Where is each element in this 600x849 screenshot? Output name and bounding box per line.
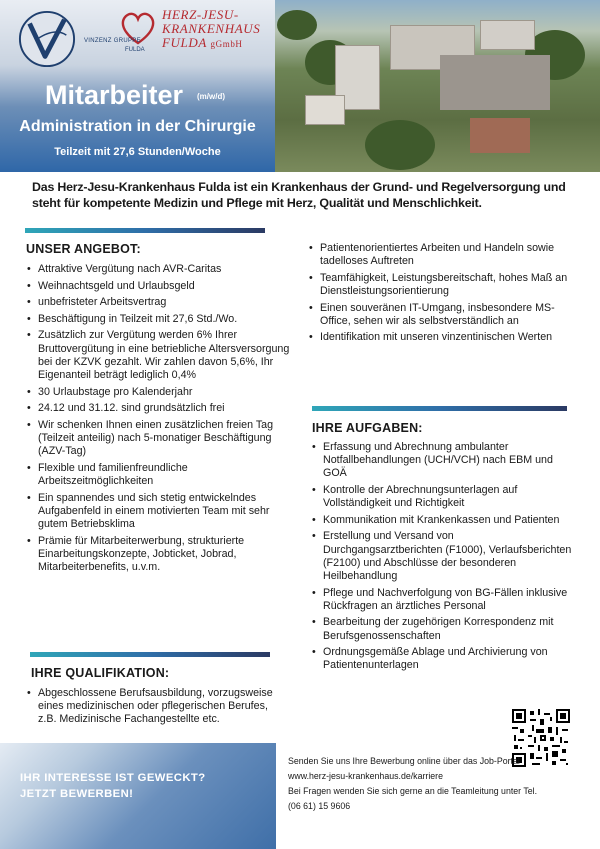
- list-item: • 24.12 und 31.12. sind grundsätzlich frei: [27, 402, 292, 415]
- list-item: • Abgeschlossene Berufsausbildung, vorzugsweise eines medizinischen oder pflegerischen Berufes, z.B. Medizinische Fachangestellte etc.: [27, 687, 282, 727]
- list-item: • Patientenorientiertes Arbeiten und Handeln sowie tadelloses Auftreten: [309, 242, 574, 268]
- list-item: • Flexible und familienfreundliche Arbeitszeitmöglichkeiten: [27, 462, 292, 488]
- intro-text: Das Herz-Jesu-Krankenhaus Fulda ist ein Krankenhaus der Grund- und Regelversorgung und steht für kompetente Medizin und Pflege mit Herz, Qualität und Menschlichkeit.: [32, 180, 566, 210]
- vinzenz-gruppe-text: VINZENZ GRUPPE: [84, 38, 141, 44]
- tasks-list: [312, 441, 574, 676]
- offer-heading: UNSER ANGEBOT:: [26, 242, 141, 256]
- list-item: • Erfassung und Abrechnung ambulanter Notfallbehandlungen (UCH/VCH) nach EBM und GOÄ: [312, 441, 574, 481]
- list-item: • Kommunikation mit Krankenkassen und Patienten: [312, 514, 574, 527]
- qualification-heading: IHRE QUALIFIKATION:: [31, 666, 170, 680]
- job-position: Administration in der Chirurgie: [19, 118, 256, 135]
- cta-line-2: JETZT BEWERBEN!: [20, 788, 134, 800]
- list-item: • Ein spannendes und sich stetig entwickelndes Aufgabenfeld in einem motivierten Team mit sehr gutem Betriebsklima: [27, 492, 292, 532]
- gender-suffix: (m/w/d): [197, 91, 226, 101]
- tasks-heading: IHRE AUFGABEN:: [312, 421, 423, 435]
- tasks-divider: [312, 406, 567, 411]
- list-item: • Weihnachtsgeld und Urlaubsgeld: [27, 280, 292, 293]
- list-item: • Prämie für Mitarbeiterwerbung, strukturierte Einarbeitungskonzepte, Jobticket, Jobrad, Mitarbeiterbenefits, u.v.m.: [27, 535, 292, 575]
- qualities-list: [309, 242, 574, 348]
- list-item: • Wir schenken Ihnen einen zusätzlichen freien Tag (Teilzeit anteilig) nach 5-monatiger Beschäftigung (AZV-Tag): [27, 419, 292, 459]
- apply-info: [288, 754, 593, 814]
- vinzenz-v-logo-icon: [18, 10, 76, 68]
- qualification-divider: [30, 652, 270, 657]
- job-title: Mitarbeiter (m/w/d): [44, 80, 226, 110]
- phone-number[interactable]: (06 61) 15 9606: [288, 801, 351, 811]
- list-item: • Kontrolle der Abrechnungsunterlagen auf Vollständigkeit und Richtigkeit: [312, 484, 574, 510]
- list-item: • Attraktive Vergütung nach AVR-Caritas: [27, 263, 292, 276]
- list-item: • Erstellung und Versand von Durchgangsarztberichten (F1000), Verlaufsberichten (F2100) und Abschlüsse der besonderen Heilbehandlung: [312, 530, 574, 583]
- list-item: • Bearbeitung der zugehörigen Korrespondenz mit Berufsgenossenschaften: [312, 616, 574, 642]
- list-item: • Teamfähigkeit, Leistungsbereitschaft, hohes Maß an Dienstleistungsorientierung: [309, 272, 574, 298]
- cta-text[interactable]: [20, 770, 206, 802]
- list-item: • Identifikation mit unseren vinzentinischen Werten: [309, 331, 574, 344]
- qualification-list: [27, 687, 282, 730]
- list-item: • Pflege und Nachverfolgung von BG-Fällen inklusive Rückfragen an ärztliches Personal: [312, 587, 574, 613]
- hospital-aerial-photo: [275, 0, 600, 172]
- list-item: • unbefristeter Arbeitsvertrag: [27, 296, 292, 309]
- apply-line-1: Senden Sie uns Ihre Bewerbung online über das Job-Portal: [288, 756, 520, 766]
- list-item: • Einen souveränen IT-Umgang, insbesondere MS-Office, sehen wir als selbstverständlich an: [309, 302, 574, 328]
- list-item: • Zusätzlich zur Vergütung werden 6% Ihrer Bruttovergütung in eine betriebliche Altersversorgung bei der KZVK gezahlt. Wir zahlen davon 5,6%, Ihr Eigenanteil beträgt lediglich 0,4%: [27, 329, 292, 382]
- cta-line-1: IHR INTERESSE IST GEWECKT?: [20, 772, 206, 784]
- logo-line-2: KRANKENHAUS: [162, 21, 261, 36]
- career-url-link[interactable]: www.herz-jesu-krankenhaus.de/karriere: [288, 771, 443, 781]
- list-item: • Ordnungsgemäße Ablage und Archivierung von Patientenunterlagen: [312, 646, 574, 672]
- list-item: • Beschäftigung in Teilzeit mit 27,6 Std./Wo.: [27, 313, 292, 326]
- logo-fulda-small: FULDA: [125, 47, 145, 53]
- job-hours: Teilzeit mit 27,6 Stunden/Woche: [54, 146, 221, 158]
- offer-divider: [25, 228, 265, 233]
- offer-list: [27, 263, 292, 578]
- logo-line-1: HERZ-JESU-: [162, 7, 239, 22]
- hospital-logo-text: [162, 8, 272, 51]
- header-banner: [0, 0, 600, 172]
- list-item: • 30 Urlaubstage pro Kalenderjahr: [27, 386, 292, 399]
- apply-line-3: Bei Fragen wenden Sie sich gerne an die Teamleitung unter Tel.: [288, 786, 538, 796]
- logo-line-3: FULDA gGmbH: [162, 35, 243, 50]
